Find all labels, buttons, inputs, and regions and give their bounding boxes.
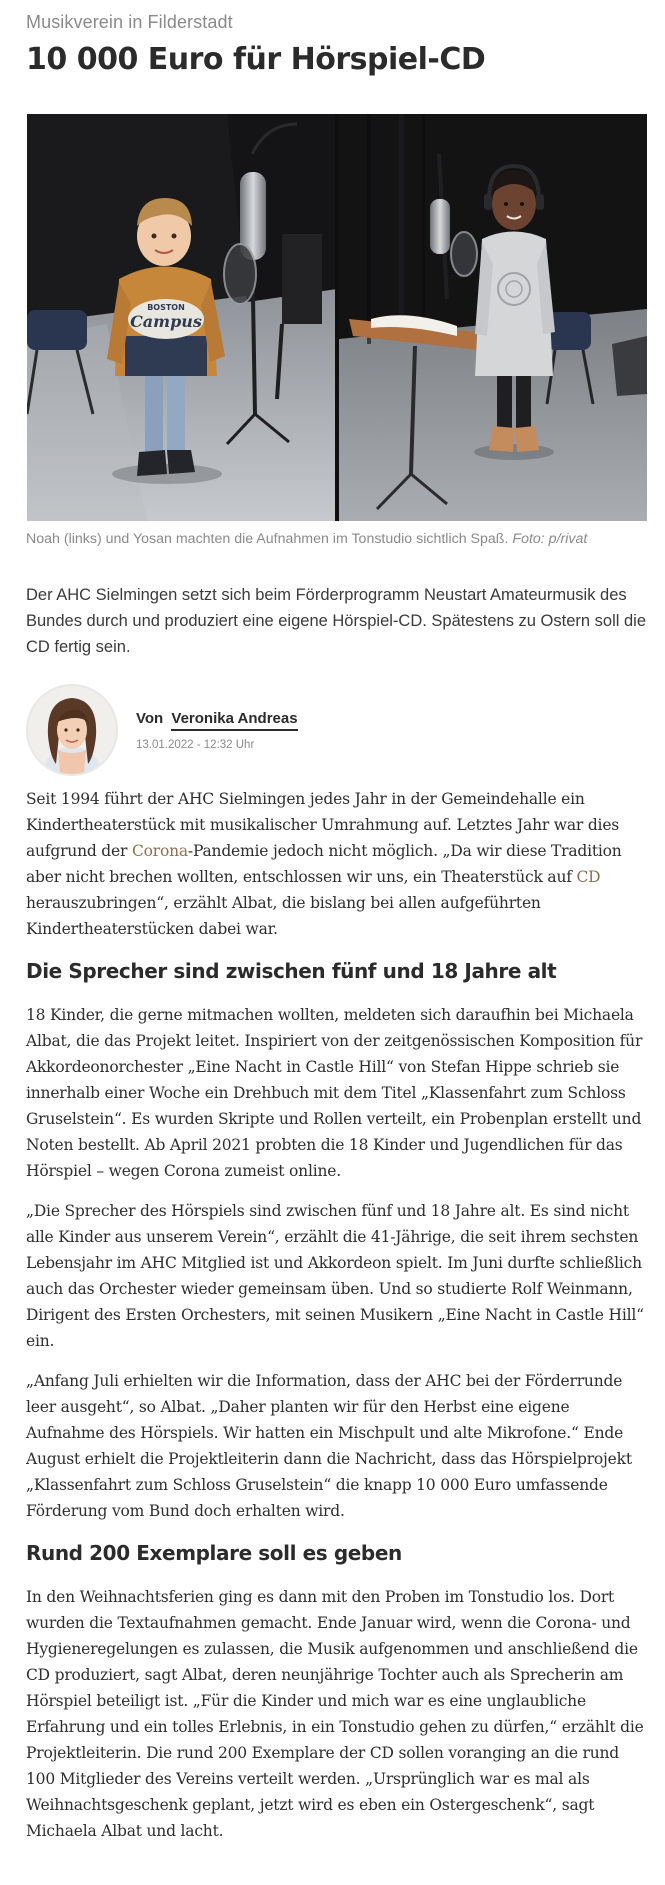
article-teaser: Der AHC Sielmingen setzt sich beim Förderprogramm Neustart Amateurmusik des Bundes durch und produziert eine eigene Hörspiel-CD. Spätestens zu Ostern soll die CD fertig sein. xyxy=(26,586,647,656)
article-paragraph: In den Weihnachtsferien ging es dann mit den Proben im Tonstudio los. Dort wurden die Textaufnahmen gemacht. Ende Januar wird, wenn die Corona- und Hygieneregelungen es zulassen, die Musik aufgenommen und anschließend die CD produziert, sagt Albat, deren neunjährige Tochter auch als Sprecherin am Hörspiel beteiligt ist. „Für die Kinder und mich war es eine unglaubliche Erfahrung und ein tolles Erlebnis, in ein Tonstudio gehen zu dürfen,“ erzählt die Projektleiterin. Die rund 200 Exemplare der CD sollen voranging an die rund 100 Mitglieder des Vereins verteilt werden. „Ursprünglich war es mal als Weihnachtsgeschenk geplant, jetzt wird es eben ein Ostergeschenk“, sagt Michaela Albat und lacht. xyxy=(26,1588,644,1840)
article-kicker: Musikverein in Filderstadt xyxy=(26,12,233,32)
section-heading: Rund 200 Exemplare soll es geben xyxy=(26,1541,402,1565)
topic-link-corona[interactable]: Corona xyxy=(131,842,188,860)
publish-date: 13.01.2022 - 12:32 Uhr xyxy=(136,739,255,751)
author-name-link[interactable]: Veronika Andreas xyxy=(171,710,297,731)
section-heading: Die Sprecher sind zwischen fünf und 18 Jahre alt xyxy=(26,959,557,983)
article-photo[interactable] xyxy=(27,114,647,521)
photo-caption-text: Noah (links) und Yosan machten die Aufnahmen im Tonstudio sichtlich Spaß. xyxy=(26,531,509,547)
sweatshirt-print-top: BOSTON xyxy=(147,303,185,312)
article-paragraph xyxy=(26,786,651,942)
photo-caption xyxy=(26,531,587,547)
article-paragraph: „Anfang Juli erhielten wir die Information, dass der AHC bei der Förderrunde leer ausgeht“, so Albat. „Daher planten wir für den Herbst eine eigene Aufnahme des Hörspiels. Wir hatten ein Mischpult und alte Mikrofone.“ Ende August erhielt die Projektleiterin dann die Nachricht, dass das Hörspielprojekt „Klassenfahrt zum Schloss Gruselstein“ die knapp 10 000 Euro umfassende Förderung vom Bund doch erhalten wird. xyxy=(26,1372,632,1520)
article-body xyxy=(26,786,651,1858)
byline-prefix: Von xyxy=(136,710,164,727)
paragraph-text: herauszubringen“, erzählt Albat, die bislang bei allen aufgeführten Kindertheaterstücken dabei war. xyxy=(26,894,541,938)
author-avatar[interactable] xyxy=(26,684,118,776)
article-paragraph: „Die Sprecher des Hörspiels sind zwischen fünf und 18 Jahre alt. Es sind nicht alle Kinder aus unserem Verein“, erzählt die 41-Jährige, die seit ihrem sechsten Lebensjahr im AHC Mitglied ist und Akkordeon spielt. Im Juni durfte schließlich auch das Orchester wieder gemeinsam üben. Und so studierte Rolf Weinmann, Dirigent des Ersten Orchesters, mit seinen Musikern „Eine Nacht in Castle Hill“ ein. xyxy=(26,1202,644,1350)
paragraph-text: Seit 1994 führt der AHC Sielmingen jedes Jahr in der Gemeindehalle ein Kindertheaterstück mit musikalischer Umrahmung auf. Letztes Jahr war dies aufgrund der xyxy=(26,790,620,860)
author-byline xyxy=(136,710,298,727)
article-paragraph: 18 Kinder, die gerne mitmachen wollten, meldeten sich daraufhin bei Michaela Albat, die das Projekt leitet. Inspiriert von der zeitgenössischen Komposition für Akkordeonorchester „Eine Nacht in Castle Hill“ von Stefan Hippe schrieb sie innerhalb einer Woche ein Drehbuch mit dem Titel „Klassenfahrt zum Schloss Gruselstein“. Es wurden Skripte und Rollen verteilt, ein Probenplan erstellt und Noten bestellt. Ab April 2021 probten die 18 Kinder und Jugendlichen für das Hörspiel – wegen Corona zumeist online. xyxy=(26,1006,643,1180)
sweatshirt-print-main: Campus xyxy=(130,312,202,331)
paragraph-text: -Pandemie jedoch nicht möglich. „Da wir diese Tradition aber nicht brechen wollten, entschlossen wir uns, ein Theaterstück auf xyxy=(26,842,622,886)
topic-link-cd[interactable]: CD xyxy=(576,868,601,886)
photo-credit: Foto: p/rivat xyxy=(512,531,588,547)
article-title: 10 000 Euro für Hörspiel-CD xyxy=(26,42,486,77)
